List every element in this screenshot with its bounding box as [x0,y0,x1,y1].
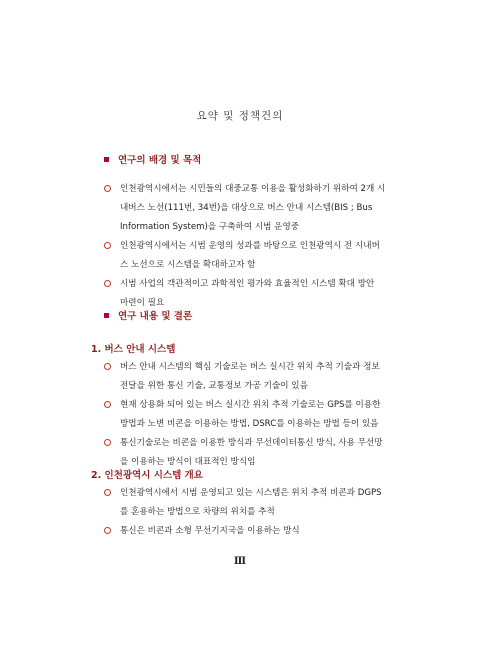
circle-bullet-icon [104,439,111,446]
subsection-heading-incheon: 2. 인천광역시 시스템 개요 [91,470,203,481]
circle-bullet-icon [104,489,111,496]
item-line: Information System)을 구축하여 시범 운영중 [120,222,300,232]
section-heading-background [104,152,201,166]
item-line: 스 노선으로 시스템을 확대하고자 함 [120,260,256,270]
item-line: 내버스 노선(111번, 34번)을 대상으로 버스 안내 시스템(BIS ; Bus [120,203,373,213]
item-line: 인천광역시에서는 시범 운영의 성과를 바탕으로 인천광역시 전 시내버 [120,241,380,251]
page-title: 요약 및 정책건의 [196,110,284,122]
page-number: Ⅲ [233,556,247,567]
item-line: 버스 안내 시스템의 핵심 기술로는 버스 실시간 위치 추적 기술과 정보 [120,362,380,372]
list-item [104,358,404,396]
item-line: 인천광역시에서는 시민들의 대중교통 이용을 활성화하기 위하여 2개 시 [120,184,386,194]
item-line: 방법과 노변 비콘을 이용하는 방법, DSRC를 이용하는 방법 등이 있음 [120,419,379,429]
item-line: 현재 상용화 되어 있는 버스 실시간 위치 추적 기술로는 GPS를 이용한 [120,400,381,410]
subsection-heading-bis: 1. 버스 안내 시스템 [91,344,176,355]
item-line: 를 혼용하는 방법으로 차량의 위치를 추적 [120,507,275,517]
circle-bullet-icon [104,401,111,408]
circle-bullet-icon [104,280,111,287]
item-line: 통신기술로는 비콘을 이용한 방식과 무선데이터통신 방식, 사용 무선망 [120,438,383,448]
section-heading-text: 연구의 배경 및 목적 [118,155,202,166]
item-line: 을 이용하는 방식이 대표적인 방식임 [120,457,256,467]
list-item [104,522,404,541]
circle-bullet-icon [104,363,111,370]
item-line: 인천광역시에서 시범 운영되고 있는 시스템은 위치 추적 비콘과 DGPS [120,488,382,498]
list-item [104,484,404,522]
item-line: 마련이 필요 [120,298,165,308]
section-heading-text: 연구 내용 및 결론 [118,311,193,322]
circle-bullet-icon [104,185,111,192]
list-item [104,237,404,275]
item-line: 시범 사업의 객관적이고 과학적인 평가와 효율적인 시스템 확대 방안 [120,279,375,289]
circle-bullet-icon [104,527,111,534]
square-bullet-icon [104,157,109,162]
circle-bullet-icon [104,242,111,249]
list-item [104,396,404,434]
square-bullet-icon [104,313,109,318]
item-line: 통신은 비콘과 소형 무선기지국을 이용하는 방식 [120,526,300,536]
list-item [104,180,404,237]
item-line: 전달을 위한 통신 기술, 교통정보 가공 기술이 있음 [120,381,308,391]
section-heading-content [104,308,192,322]
